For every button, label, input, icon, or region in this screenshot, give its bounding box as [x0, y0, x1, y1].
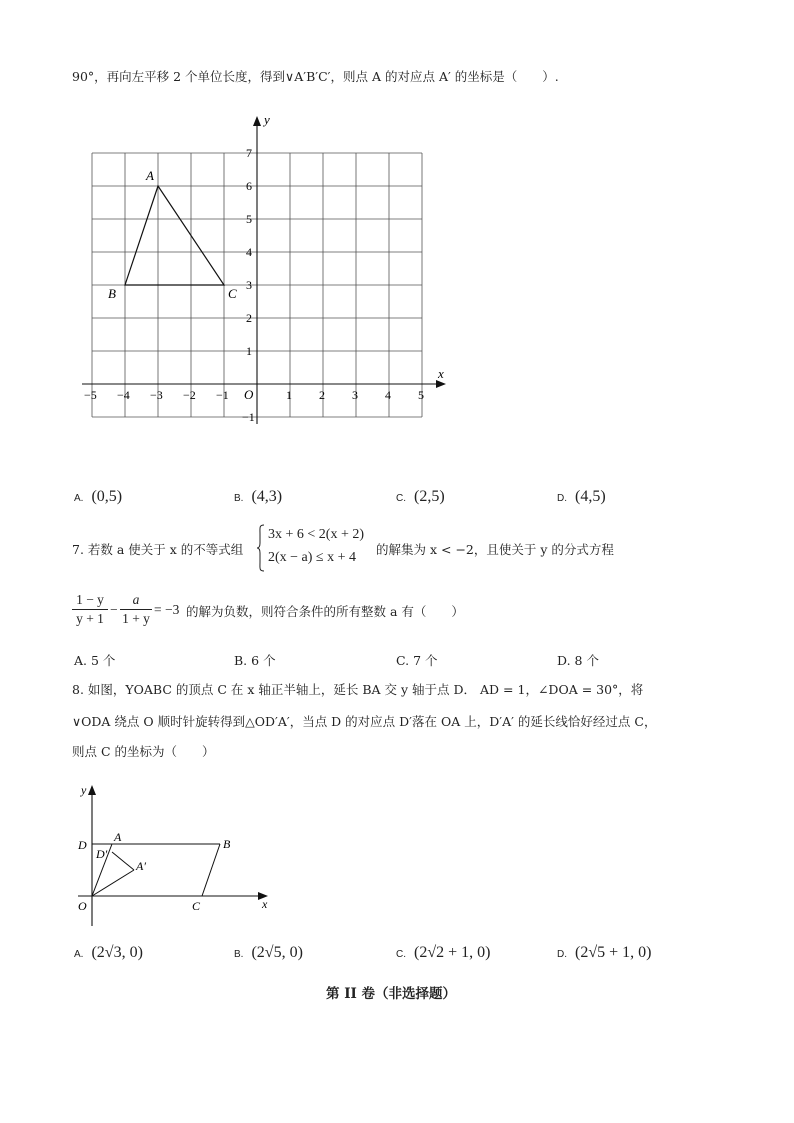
frac1-denominator: y + 1: [76, 611, 104, 626]
q7-option-b[interactable]: [234, 651, 276, 669]
q7-prefix: 7. 若数 a 使关于 x 的不等式组: [72, 542, 244, 557]
option-label: C.: [396, 653, 410, 668]
point-label-d: D: [78, 838, 87, 852]
point-label-a-prime: A′: [136, 859, 146, 873]
point-label-d-prime: D′: [96, 847, 108, 861]
option-label: B.: [234, 653, 248, 668]
point-label-a: A: [146, 168, 154, 183]
q8-option-b[interactable]: [234, 944, 303, 962]
point-label-a: A: [114, 830, 122, 844]
segment-oa-prime: [92, 870, 134, 896]
y-axis-arrow: [88, 785, 96, 795]
option-label: B.: [234, 949, 244, 960]
q8-option-c[interactable]: [396, 944, 490, 962]
x-tick-label: 2: [319, 388, 325, 402]
x-tick-label: −2: [183, 388, 196, 402]
section-title: 第 II 卷（非选择题）: [326, 986, 457, 1002]
minus-sign: −: [110, 602, 118, 617]
q8-option-d[interactable]: [557, 944, 651, 962]
option-value: (2,5): [414, 488, 445, 505]
option-value: (2√2 + 1, 0): [414, 944, 491, 961]
option-label: B.: [234, 493, 244, 504]
point-label-b: B: [108, 286, 116, 301]
x-tick-label: 3: [352, 388, 358, 402]
q7-fraction-equation: [72, 592, 192, 634]
q6-option-b[interactable]: [234, 488, 282, 506]
equation-rhs: = −3: [154, 602, 180, 617]
q6-option-c[interactable]: [396, 488, 445, 506]
origin-label: O: [244, 387, 254, 402]
option-value: (2√5 + 1, 0): [575, 944, 652, 961]
q7-option-a[interactable]: [74, 651, 115, 669]
option-label: D.: [557, 949, 567, 960]
x-axis-arrow: [436, 380, 446, 388]
y-tick-label: 7: [246, 146, 252, 160]
parallelogram-figure: [72, 780, 292, 930]
inequality-1: 3x + 6 < 2(x + 2): [268, 527, 365, 542]
x-tick-label: −3: [150, 388, 163, 402]
option-label: A.: [74, 949, 84, 960]
option-value: 8 个: [574, 653, 599, 668]
q7-option-c[interactable]: [396, 651, 438, 669]
x-tick-label: −1: [216, 388, 229, 402]
point-label-c: C: [192, 899, 201, 913]
point-label-c: C: [228, 286, 237, 301]
option-value: 7 个: [413, 653, 438, 668]
x-tick-label: 5: [418, 388, 424, 402]
frac1-numerator: 1 − y: [76, 592, 104, 607]
option-value: (4,3): [251, 488, 283, 505]
option-label: D.: [557, 653, 571, 668]
frac2-numerator: a: [132, 592, 140, 607]
option-value: (2√5, 0): [251, 944, 303, 961]
segment-bc: [202, 844, 220, 896]
x-tick-labels: [84, 388, 424, 402]
option-value: (0,5): [91, 488, 123, 505]
y-tick-label: 6: [246, 179, 252, 193]
brace-icon: [256, 524, 266, 572]
option-value: 6 个: [251, 653, 276, 668]
q7-tail: 的解为负数，则符合条件的所有整数 a 有（ ）: [186, 604, 464, 619]
point-label-o: O: [78, 899, 87, 913]
y-tick-label: 3: [246, 278, 252, 292]
option-value: 5 个: [91, 653, 116, 668]
q7-option-d[interactable]: [557, 651, 599, 669]
option-label: A.: [74, 653, 88, 668]
segment-dprime-aprime: [112, 852, 134, 870]
q8-line-1: 8. 如图，ΥOABC 的顶点 C 在 x 轴正半轴上，延长 BA 交 y 轴于点 D． AD = 1，∠DOA = 30°，将: [72, 682, 644, 697]
y-tick-label: 1: [246, 344, 252, 358]
inequality-2: 2(x − a) ≤ x + 4: [268, 550, 357, 565]
q6-option-a[interactable]: [74, 488, 122, 506]
q8-line-2: ∨ODA 绕点 O 顺时针旋转得到△OD′A′，当点 D 的对应点 D′落在 OA 上，D′A′ 的延长线恰好经过点 C，: [72, 714, 657, 729]
point-label-b: B: [223, 837, 231, 851]
option-label: C.: [396, 949, 406, 960]
y-tick-label: −1: [242, 410, 255, 424]
option-value: (4,5): [575, 488, 606, 505]
y-axis-label: y: [264, 112, 270, 127]
q7-inequality-system: [256, 524, 380, 572]
x-tick-label: −5: [84, 388, 97, 402]
q6-option-d[interactable]: [557, 488, 606, 506]
y-axis-arrow: [253, 116, 261, 126]
coordinate-grid-figure: [76, 110, 456, 430]
q7-suffix: 的解集为 x < −2，且使关于 y 的分式方程: [376, 542, 614, 557]
triangle-abc: [125, 186, 224, 285]
y-tick-label: 4: [246, 245, 252, 259]
option-label: C.: [396, 493, 406, 504]
x-tick-label: 1: [286, 388, 292, 402]
option-label: A.: [74, 493, 84, 504]
x-tick-label: 4: [385, 388, 391, 402]
y-tick-label: 2: [246, 311, 252, 325]
q8-option-a[interactable]: [74, 944, 143, 962]
option-label: D.: [557, 493, 567, 504]
question-6-text: 90°，再向左平移 2 个单位长度，得到∨A′B′C′，则点 A 的对应点 A′ 的坐标是（ ）.: [72, 69, 559, 84]
x-axis-label: x: [262, 897, 268, 911]
q8-line-3: 则点 C 的坐标为（ ）: [72, 744, 215, 759]
frac2-denominator: 1 + y: [122, 611, 150, 626]
y-tick-label: 5: [246, 212, 252, 226]
y-axis-label: y: [81, 783, 87, 797]
x-tick-label: −4: [117, 388, 130, 402]
option-value: (2√3, 0): [91, 944, 143, 961]
x-axis-label: x: [438, 366, 444, 381]
